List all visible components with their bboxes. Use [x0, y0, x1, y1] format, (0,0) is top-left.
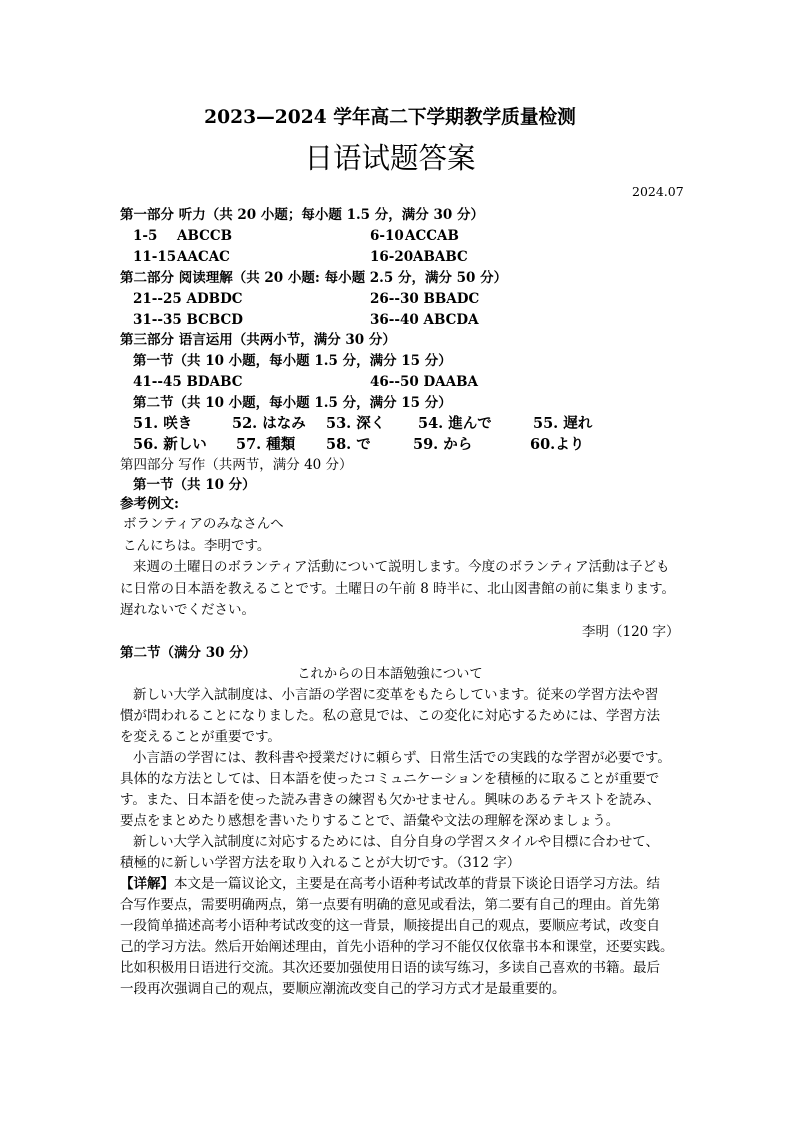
explanation-line: 本文是一篇议论文，主要是在高考小语种考试改革的背景下谈论日语学习方法。结 — [174, 876, 660, 892]
essay-line: 積極的に新しい学習方法を取り入れることが大切です。（312 字） — [120, 855, 521, 871]
page-title: 2023—2024 学年高二下学期教学质量检测 — [204, 106, 576, 128]
answer-range: 16-20 — [370, 249, 414, 265]
answer-values: ACCAB — [405, 228, 459, 244]
section2-heading: 第二节（满分 30 分） — [120, 645, 257, 661]
section2-heading: 第二节（共 10 小题，每小题 1.5 分，满分 15 分） — [133, 395, 452, 411]
explanation-line: 一段再次强调自己的观点，要顺应潮流改变自己的学习方式才是最重要的。 — [120, 981, 566, 997]
explanation-line: 己的学习方法。然后开始阐述理由，首先小语种的学习不能仅仅依靠书本和课堂，还要实践。 — [120, 939, 674, 955]
explanation-label: 【详解】 — [120, 876, 174, 892]
answer-values: AACAC — [177, 249, 230, 265]
answer-item: 52. はなみ — [232, 415, 306, 432]
answer-row: 26--30 BBADC — [370, 291, 480, 307]
part3-heading: 第三部分 语言运用（共两小节，满分 30 分） — [120, 332, 396, 348]
letter-recipient: ボランティアのみなさんへ — [123, 516, 284, 532]
explanation-line: 合写作要点，需要明确两点，第一点要有明确的意见或看法，第二要有自己的理由。首先第 — [120, 897, 660, 913]
part2-heading: 第二部分 阅读理解（共 20 小题: 每小题 2.5 分，满分 50 分） — [120, 270, 508, 286]
exam-date: 2024.07 — [632, 184, 684, 199]
answer-row: 46--50 DAABA — [370, 374, 479, 390]
answer-item: 51. 咲き — [133, 415, 193, 432]
answer-item: 56. 新しい — [133, 436, 207, 453]
page-subtitle: 日语试题答案 — [304, 141, 476, 175]
letter-line: に日常の日本語を教えることです。土曜日の午前 8 時半に、北山図書館の前に集まります。 — [120, 581, 676, 597]
answer-range: 1-5 — [133, 228, 158, 244]
answer-item: 57. 種類 — [236, 436, 296, 453]
answer-range: 11-15 — [133, 249, 177, 265]
part1-heading: 第一部分 听力（共 20 小题；每小题 1.5 分，满分 30 分） — [120, 207, 484, 223]
answer-item: 54. 進んで — [418, 415, 492, 432]
letter-greeting: こんにちは。李明です。 — [123, 538, 271, 554]
essay-line: 新しい大学入試制度は、小言語の学習に変革をもたらしています。従来の学習方法や習 — [133, 687, 659, 703]
answer-item: 59. から — [413, 436, 473, 453]
essay-line: 具体的な方法としては、日本語を使ったコミュニケーションを積極的に取ることが重要で — [120, 771, 660, 787]
reference-label: 参考例文: — [120, 496, 179, 512]
answer-values: ABABC — [413, 249, 468, 265]
section1-heading: 第一节（共 10 分） — [133, 477, 256, 493]
answer-row: 21--25 ADBDC — [133, 291, 243, 307]
answer-item: 58. で — [326, 436, 371, 453]
answer-item: 53. 深く — [326, 415, 386, 432]
essay-line: 新しい大学入試制度に対応するためには、自分自身の学習スタイルや目標に合わせて、 — [133, 834, 659, 850]
explanation-line: 比如积极用日语进行交流。其次还要加强使用日语的读写练习，多读自己喜欢的书籍。最后 — [120, 960, 660, 976]
letter-line: 遅れないでください。 — [120, 602, 255, 618]
essay-title: これからの日本語勉強について — [297, 666, 483, 682]
essay-line: 慣が問われることになりました。私の意見では、この変化に対応するためには、学習方法 — [120, 708, 660, 724]
answer-row: 31--35 BCBCD — [133, 312, 243, 328]
answer-item: 55. 遅れ — [533, 415, 593, 432]
answer-range: 6-10 — [370, 228, 404, 244]
essay-line: す。また、日本語を使った読み書きの練習も欠かせません。興味のあるテキストを読み、 — [120, 792, 661, 808]
essay-line: 要点をまとめたり感想を書いたりすることで、語彙や文法の理解を深めましょう。 — [120, 813, 620, 829]
essay-line: 小言語の学習には、教科書や授業だけに頼らず、日常生活での実践的な学習が必要です。 — [133, 750, 671, 766]
answer-row: 41--45 BDABC — [133, 374, 243, 390]
section1-heading: 第一节（共 10 小题，每小题 1.5 分，满分 15 分） — [133, 353, 452, 369]
part4-heading: 第四部分 写作（共两节，满分 40 分） — [120, 457, 353, 473]
answer-row: 36--40 ABCDA — [370, 312, 479, 328]
answer-values: ABCCB — [177, 228, 233, 244]
letter-signature: 李明（120 字） — [582, 624, 680, 640]
essay-line: を変えることが重要です。 — [120, 729, 281, 745]
explanation-line: 一段简单描述高考小语种考试改变的这一背景，顺接提出自己的观点，要顺应考试，改变自 — [120, 918, 660, 934]
answer-item: 60.より — [530, 436, 585, 453]
letter-line: 来週の土曜日のボランティア活動について説明します。今度のボランティア活動は子ども — [133, 559, 670, 575]
